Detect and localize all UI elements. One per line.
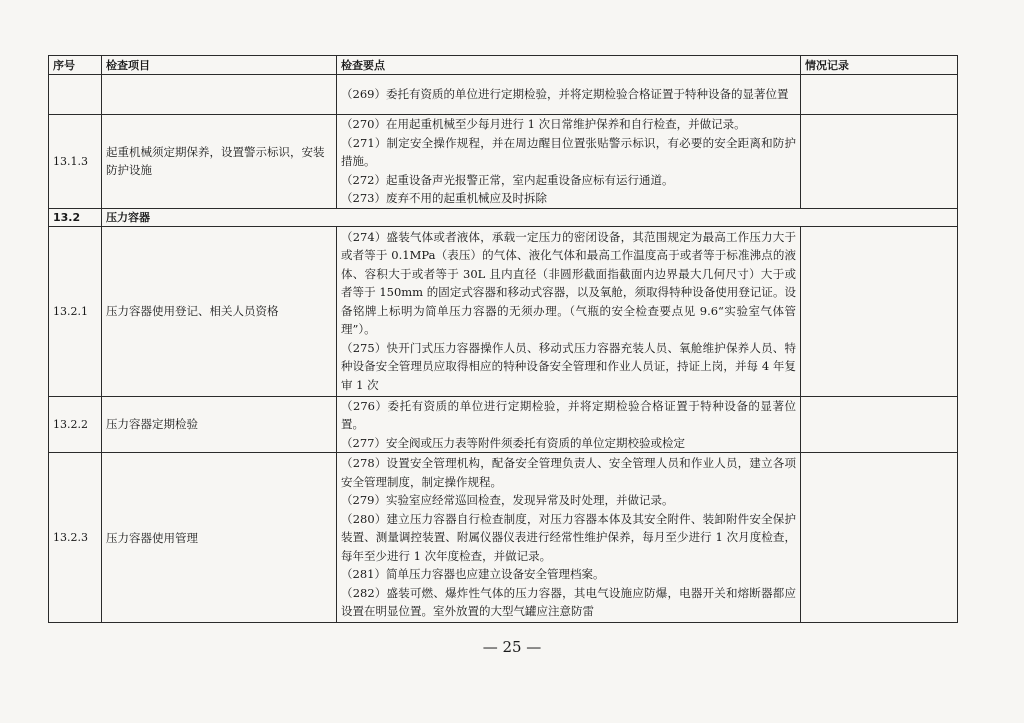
section-row [49,208,958,226]
point-275: （275）快开门式压力容器操作人员、移动式压力容器充装人员、氧舱维护保养人员、特种设备安全管理员应取得相应的特种设备安全管理和作业人员证，持证上岗，并每 4 年复审 1 次 [341,340,796,392]
row-number: 13.2.1 [49,226,102,396]
row-points [337,396,801,453]
row-points [337,115,801,209]
record-cell [801,115,958,209]
table-row [49,226,958,396]
row-item: 压力容器使用登记、相关人员资格 [102,226,337,396]
section-number: 13.2 [49,208,102,226]
header-points: 检查要点 [337,56,801,75]
point-282: （282）盛装可燃、爆炸性气体的压力容器，其电气设施应防爆，电器开关和熔断器都应设置在明显位置。室外放置的大型气罐应注意防雷 [341,585,796,619]
row-number: 13.2.3 [49,453,102,623]
point-274: （274）盛装气体或者液体，承载一定压力的密闭设备，其范围规定为最高工作压力大于或者等于 0.1MPa（表压）的气体、液化气体和最高工作温度高于或者等于标准沸点的液体、容积大于或者等于 30L 且内直径（非圆形截面指截面内边界最大几何尺寸）大于或者等于 150mm 的固定式容器和移动式容器，以及氧舱，须取得特种设备使用登记证。设备铭牌上标明为简单压力容器的无须办理。（气瓶的安全检查要点见 9.6“实验室气体管理”）。 [341,229,796,337]
record-cell [801,75,958,115]
point-272: （272）起重设备声光报警正常，室内起重设备应标有运行通道。 [341,172,674,187]
row-points [337,75,801,115]
point-277: （277）安全阀或压力表等附件须委托有资质的单位定期校验或检定 [341,435,685,450]
point-281: （281）简单压力容器也应建立设备安全管理档案。 [341,567,605,582]
inspection-table [48,55,958,623]
table-row [49,115,958,209]
section-title: 压力容器 [102,208,958,226]
header-record: 情况记录 [801,56,958,75]
row-number: 13.2.2 [49,396,102,453]
row-item [102,75,337,115]
row-number [49,75,102,115]
point-270: （270）在用起重机械至少每月进行 1 次日常维护保养和自行检查，并做记录。 [341,117,746,131]
point-273: （273）废弃不用的起重机械应及时拆除 [341,191,547,205]
row-number: 13.1.3 [49,115,102,209]
row-item: 压力容器使用管理 [102,453,337,623]
row-points [337,226,801,396]
table-row [49,75,958,115]
point-279: （279）实验室应经常巡回检查，发现异常及时处理，并做记录。 [341,493,674,508]
page-number: — 25 — [482,638,542,656]
header-no: 序号 [49,56,102,75]
record-cell [801,453,958,623]
row-item: 压力容器定期检验 [102,396,337,453]
record-cell [801,226,958,396]
table-row [49,453,958,623]
point-271: （271）制定安全操作规程，并在周边醒目位置张贴警示标识，有必要的安全距离和防护措施。 [341,135,796,168]
record-cell [801,396,958,453]
point-278: （278）设置安全管理机构，配备安全管理负责人、安全管理人员和作业人员，建立各项安全管理制度，制定操作规程。 [341,456,796,489]
point-269: （269）委托有资质的单位进行定期检验，并将定期检验合格证置于特种设备的显著位置 [341,87,789,102]
row-points [337,453,801,623]
table-header-row [49,56,958,75]
table-row [49,396,958,453]
row-item: 起重机械须定期保养，设置警示标识，安装防护设施 [102,115,337,209]
point-280: （280）建立压力容器自行检查制度，对压力容器本体及其安全附件、装卸附件安全保护装置、测量调控装置、附属仪器仪表进行经常性维护保养，每月至少进行 1 次月度检查，每年至少进行 1 次年度检查，并做记录。 [341,511,796,563]
point-276: （276）委托有资质的单位进行定期检验，并将定期检验合格证置于特种设备的显著位置。 [341,398,796,431]
header-item: 检查项目 [102,56,337,75]
